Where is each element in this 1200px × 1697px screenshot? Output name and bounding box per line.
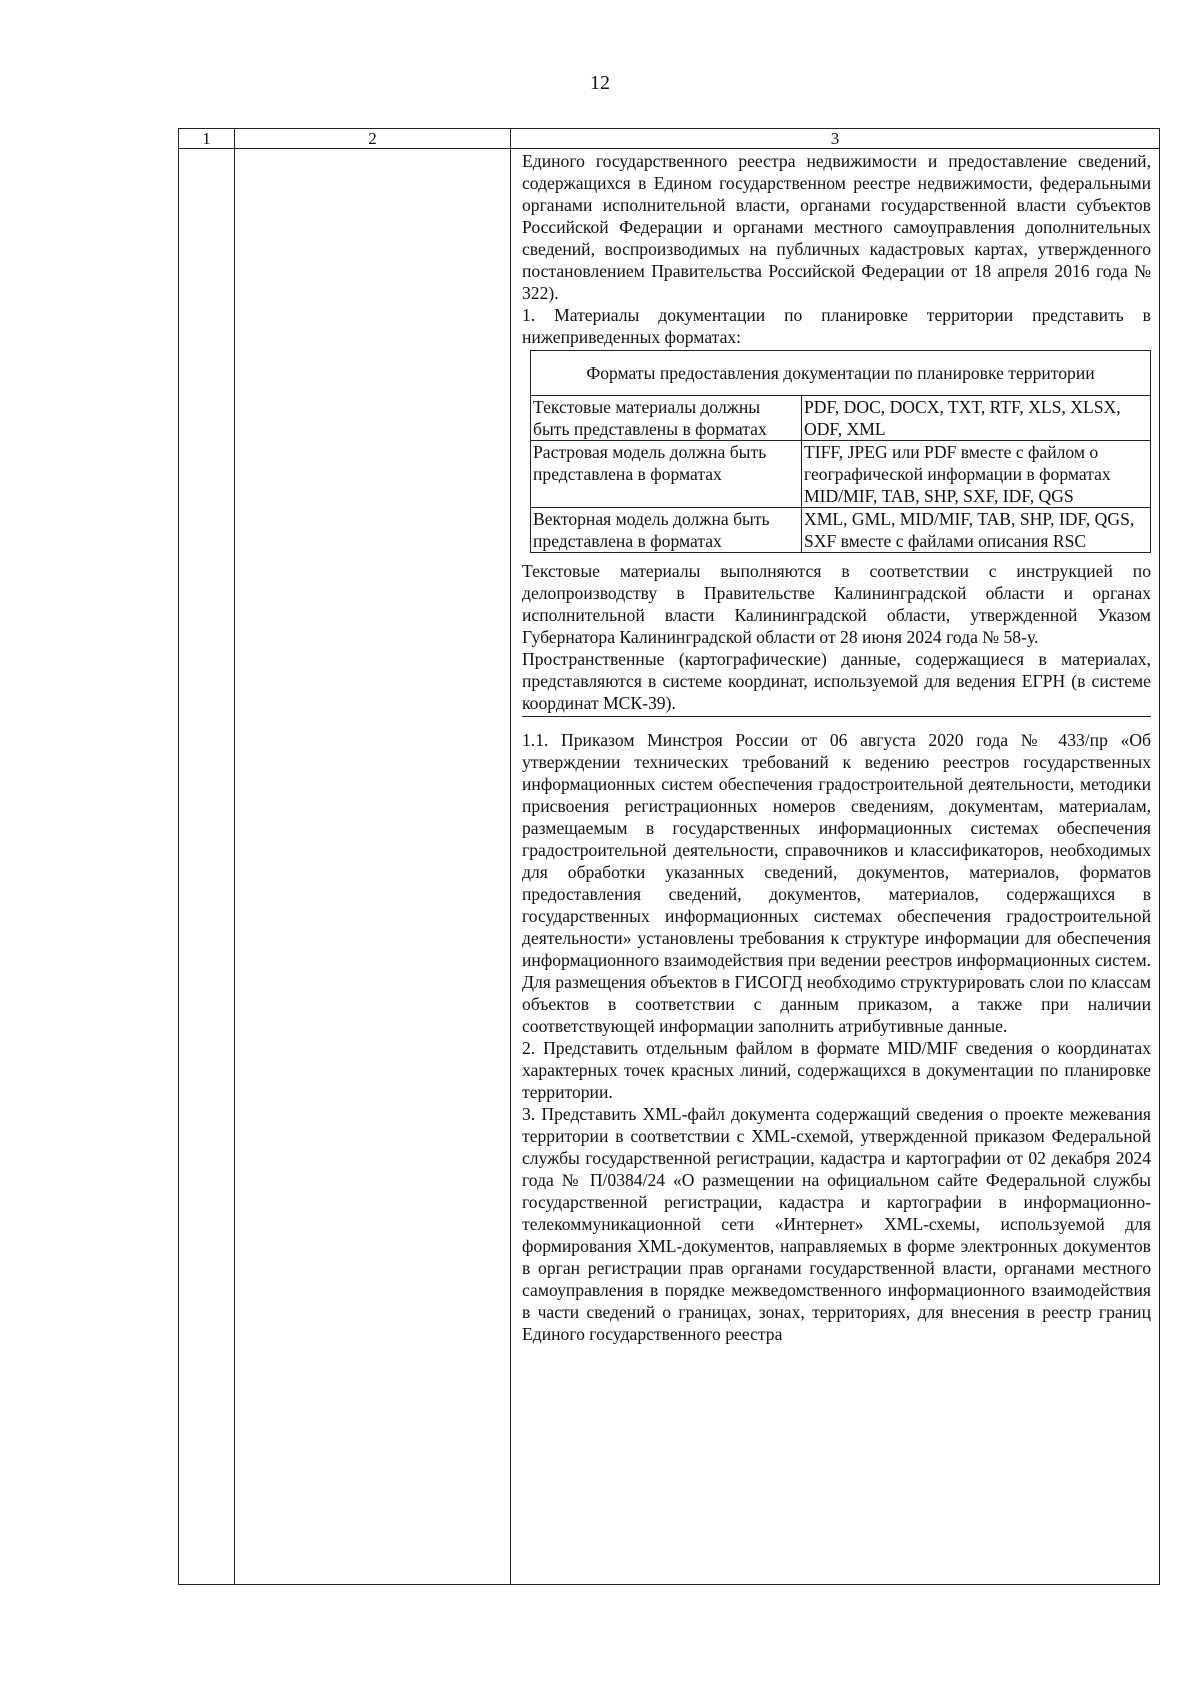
- format-value: XML, GML, MID/MIF, TAB, SHP, IDF, QGS, SXF вместе с файлами описания RSC: [802, 508, 1151, 553]
- main-table: [178, 128, 1160, 1585]
- format-label: Векторная модель должна быть представлена в форматах: [531, 508, 802, 553]
- paragraph-3: 3. Представить XML-файл документа содержащий сведения о проекте межевания территории в соответствии с XML-схемой, утвержденной приказом Федеральной службы государственной регистрации, кадастра и картографии от 02 декабря 2024 года № П/0384/24 «О размещении на официальном сайте Федеральной службы государственной регистрации, кадастра и картографии в информационно-телекоммуникационной сети «Интернет» XML-схемы, используемой для формирования XML-документов, направляемых в форме электронных документов в орган регистрации прав органами государственной власти, органами местного самоуправления в порядке межведомственного информационного взаимодействия в части сведений о границах, зонах, территориях, для внесения в реестр границ Единого государственного реестра: [522, 1104, 1151, 1344]
- table-row: [179, 149, 1160, 1585]
- table-row: [531, 396, 1151, 441]
- paragraph-formats-intro: 1. Материалы документации по планировке территории представить в нижеприведенных форматах:: [522, 305, 1151, 347]
- column-header-3: 3: [511, 129, 1160, 149]
- formats-table: [530, 350, 1151, 553]
- page-number: 12: [590, 72, 610, 94]
- formats-table-title: Форматы предоставления документации по планировке территории: [531, 351, 1151, 396]
- format-value: PDF, DOC, DOCX, TXT, RTF, XLS, XLSX, ODF, XML: [802, 396, 1151, 441]
- table-header-row: [179, 129, 1160, 149]
- section-bottom: [522, 716, 1151, 1345]
- section-middle: [522, 556, 1151, 714]
- cell-col-1: [179, 149, 235, 1585]
- table-row: [531, 508, 1151, 553]
- cell-col-3: [511, 149, 1160, 1585]
- format-value: TIFF, JPEG или PDF вместе с файлом о географической информации в форматах MID/MIF, TAB, SHP, SXF, IDF, QGS: [802, 441, 1151, 508]
- paragraph-2: 2. Представить отдельным файлом в формате MID/MIF сведения о координатах характерных точек красных линий, содержащихся в документации по планировке территории.: [522, 1038, 1151, 1102]
- format-label: Растровая модель должна быть представлена в форматах: [531, 441, 802, 508]
- column-header-1: 1: [179, 129, 235, 149]
- cell-col-2: [235, 149, 511, 1585]
- paragraph-spatial-data: Пространственные (картографические) данные, содержащиеся в материалах, представляются в системе координат, используемой для ведения ЕГРН (в системе координат МСК-39).: [522, 649, 1151, 713]
- paragraph-text-materials: Текстовые материалы выполняются в соответствии с инструкцией по делопроизводству в Правительстве Калининградской области и органах исполнительной власти Калининградской области, утвержденной Указом Губернатора Калининградской области от 28 июня 2024 года № 58-у.: [522, 561, 1151, 647]
- section-top: [522, 149, 1151, 348]
- paragraph-egrn-continued: Единого государственного реестра недвижимости и предоставление сведений, содержащихся в Едином государственном реестре недвижимости, федеральными органами исполнительной власти, органами государственной власти субъектов Российской Федерации и органами местного самоуправления дополнительных сведений, воспроизводимых на публичных кадастровых картах, утвержденного постановлением Правительства Российской Федерации от 18 апреля 2016 года № 322).: [522, 151, 1151, 303]
- format-label: Текстовые материалы должны быть представлены в форматах: [531, 396, 802, 441]
- column-header-2: 2: [235, 129, 511, 149]
- table-row: [531, 441, 1151, 508]
- paragraph-1-1: 1.1. Приказом Минстроя России от 06 августа 2020 года № 433/пр «Об утверждении технических требований к ведению реестров государственных информационных систем обеспечения градостроительной деятельности, методики присвоения регистрационных номеров сведениям, документам, материалам, размещаемым в государственных информационных системах обеспечения градостроительной деятельности, справочников и классификаторов, необходимых для обработки указанных сведений, документов, материалов, форматов предоставления сведений, документов, материалов, содержащихся в государственных информационных системах обеспечения градостроительной деятельности» установлены требования к структуре информации для обеспечения информационного взаимодействия при ведении реестров информационных систем. Для размещения объектов в ГИСОГД необходимо структурировать слои по классам объектов в соответствии с данным приказом, а также при наличии соответствующей информации заполнить атрибутивные данные.: [522, 730, 1151, 1036]
